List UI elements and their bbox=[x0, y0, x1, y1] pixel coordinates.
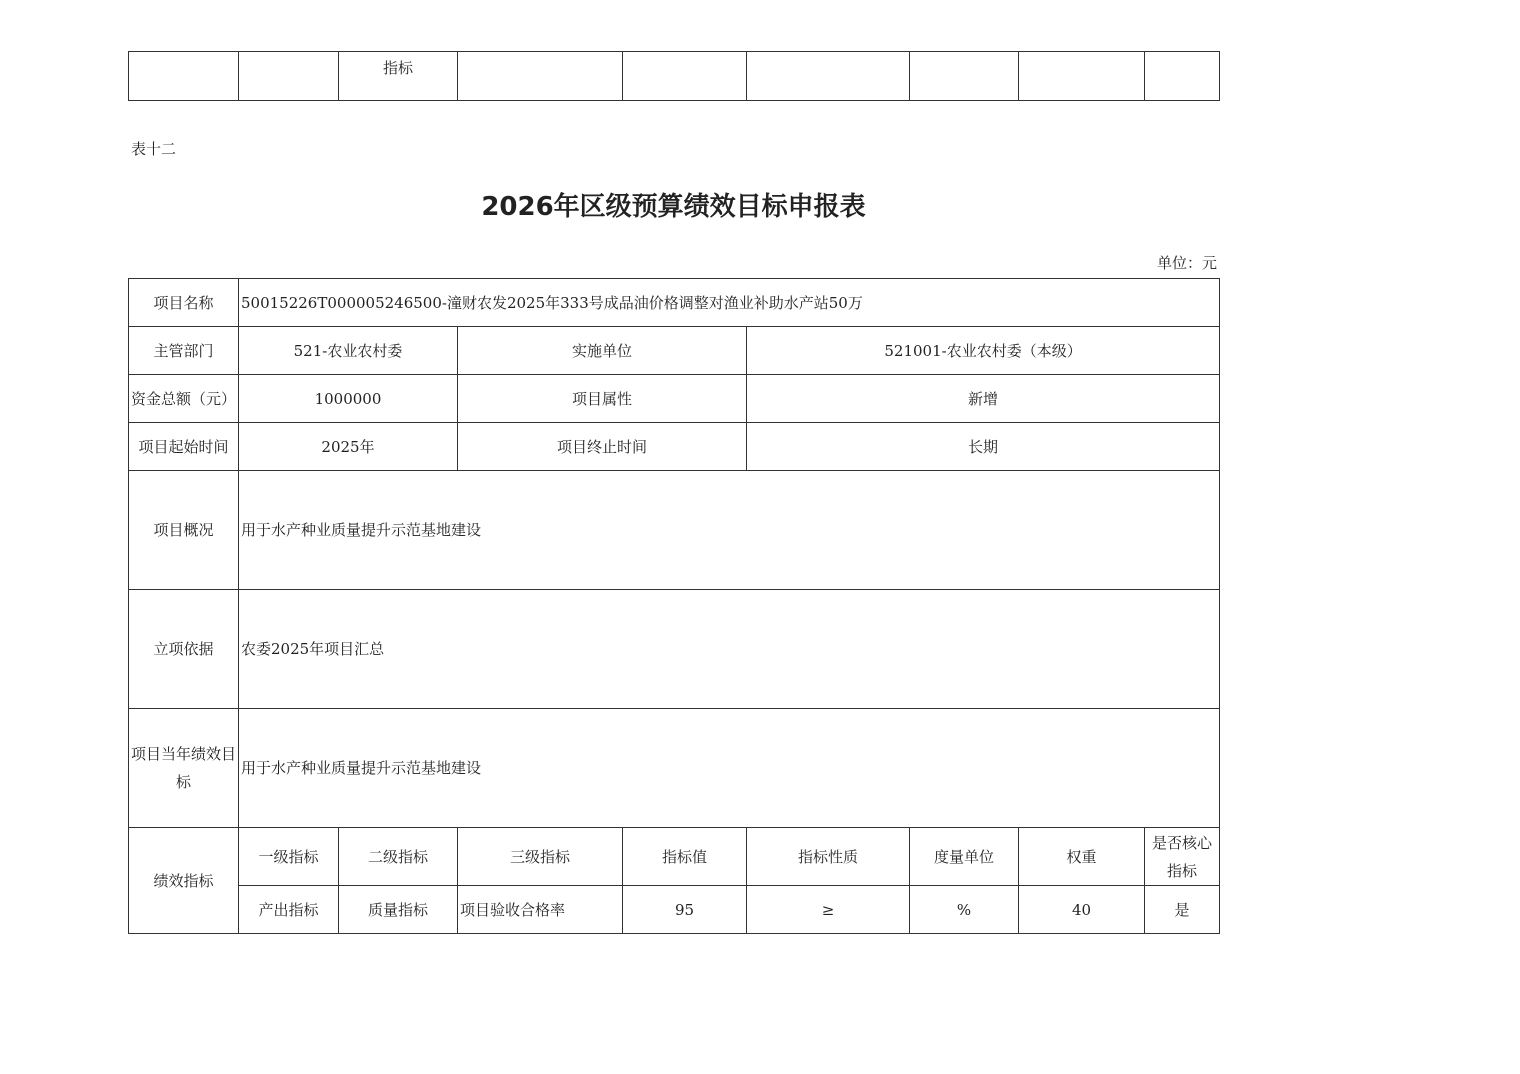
project-name-label: 项目名称 bbox=[129, 279, 239, 327]
perf-cell: 质量指标 bbox=[339, 886, 458, 934]
basis-label: 立项依据 bbox=[129, 590, 239, 709]
perf-header: 指标性质 bbox=[747, 828, 910, 886]
perf-header: 二级指标 bbox=[339, 828, 458, 886]
impl-label: 实施单位 bbox=[458, 327, 747, 375]
fragment-cell bbox=[910, 52, 1019, 101]
attr-label: 项目属性 bbox=[458, 375, 747, 423]
page-title: 2026年区级预算绩效目标申报表 bbox=[481, 192, 866, 222]
perf-header: 一级指标 bbox=[239, 828, 339, 886]
perf-cell: 项目验收合格率 bbox=[458, 886, 623, 934]
basis-value: 农委2025年项目汇总 bbox=[239, 590, 1220, 709]
fragment-cell bbox=[458, 52, 623, 101]
fragment-cell-indicator: 指标 bbox=[339, 52, 458, 101]
perf-cell: ≥ bbox=[747, 886, 910, 934]
sheet-label: 表十二 bbox=[131, 140, 177, 158]
unit-label: 单位：元 bbox=[1156, 254, 1217, 272]
fragment-cell bbox=[1019, 52, 1145, 101]
overview-label: 项目概况 bbox=[129, 471, 239, 590]
goal-value: 用于水产种业质量提升示范基地建设 bbox=[239, 709, 1220, 828]
previous-page-table-fragment bbox=[128, 51, 1220, 101]
fragment-cell bbox=[129, 52, 239, 101]
perf-cell: 产出指标 bbox=[239, 886, 339, 934]
fragment-cell bbox=[239, 52, 339, 101]
dept-label: 主管部门 bbox=[129, 327, 239, 375]
fragment-cell bbox=[623, 52, 747, 101]
budget-target-table bbox=[128, 278, 1220, 934]
perf-header: 三级指标 bbox=[458, 828, 623, 886]
perf-header: 度量单位 bbox=[910, 828, 1019, 886]
fund-label: 资金总额（元） bbox=[129, 375, 239, 423]
fragment-cell bbox=[1145, 52, 1220, 101]
impl-value: 521001-农业农村委（本级） bbox=[747, 327, 1220, 375]
perf-label: 绩效指标 bbox=[129, 828, 239, 934]
perf-header: 指标值 bbox=[623, 828, 747, 886]
table-row bbox=[129, 886, 1220, 934]
perf-header: 是否核心指标 bbox=[1145, 828, 1220, 886]
project-name-value: 50015226T000005246500-潼财农发2025年333号成品油价格调整对渔业补助水产站50万 bbox=[239, 279, 1220, 327]
perf-cell: 95 bbox=[623, 886, 747, 934]
dept-value: 521-农业农村委 bbox=[239, 327, 458, 375]
start-label: 项目起始时间 bbox=[129, 423, 239, 471]
goal-label: 项目当年绩效目标 bbox=[129, 709, 239, 828]
perf-cell: 是 bbox=[1145, 886, 1220, 934]
end-label: 项目终止时间 bbox=[458, 423, 747, 471]
start-value: 2025年 bbox=[239, 423, 458, 471]
fragment-cell bbox=[747, 52, 910, 101]
attr-value: 新增 bbox=[747, 375, 1220, 423]
overview-value: 用于水产种业质量提升示范基地建设 bbox=[239, 471, 1220, 590]
fund-value: 1000000 bbox=[239, 375, 458, 423]
perf-header: 权重 bbox=[1019, 828, 1145, 886]
perf-cell: % bbox=[910, 886, 1019, 934]
perf-cell: 40 bbox=[1019, 886, 1145, 934]
end-value: 长期 bbox=[747, 423, 1220, 471]
